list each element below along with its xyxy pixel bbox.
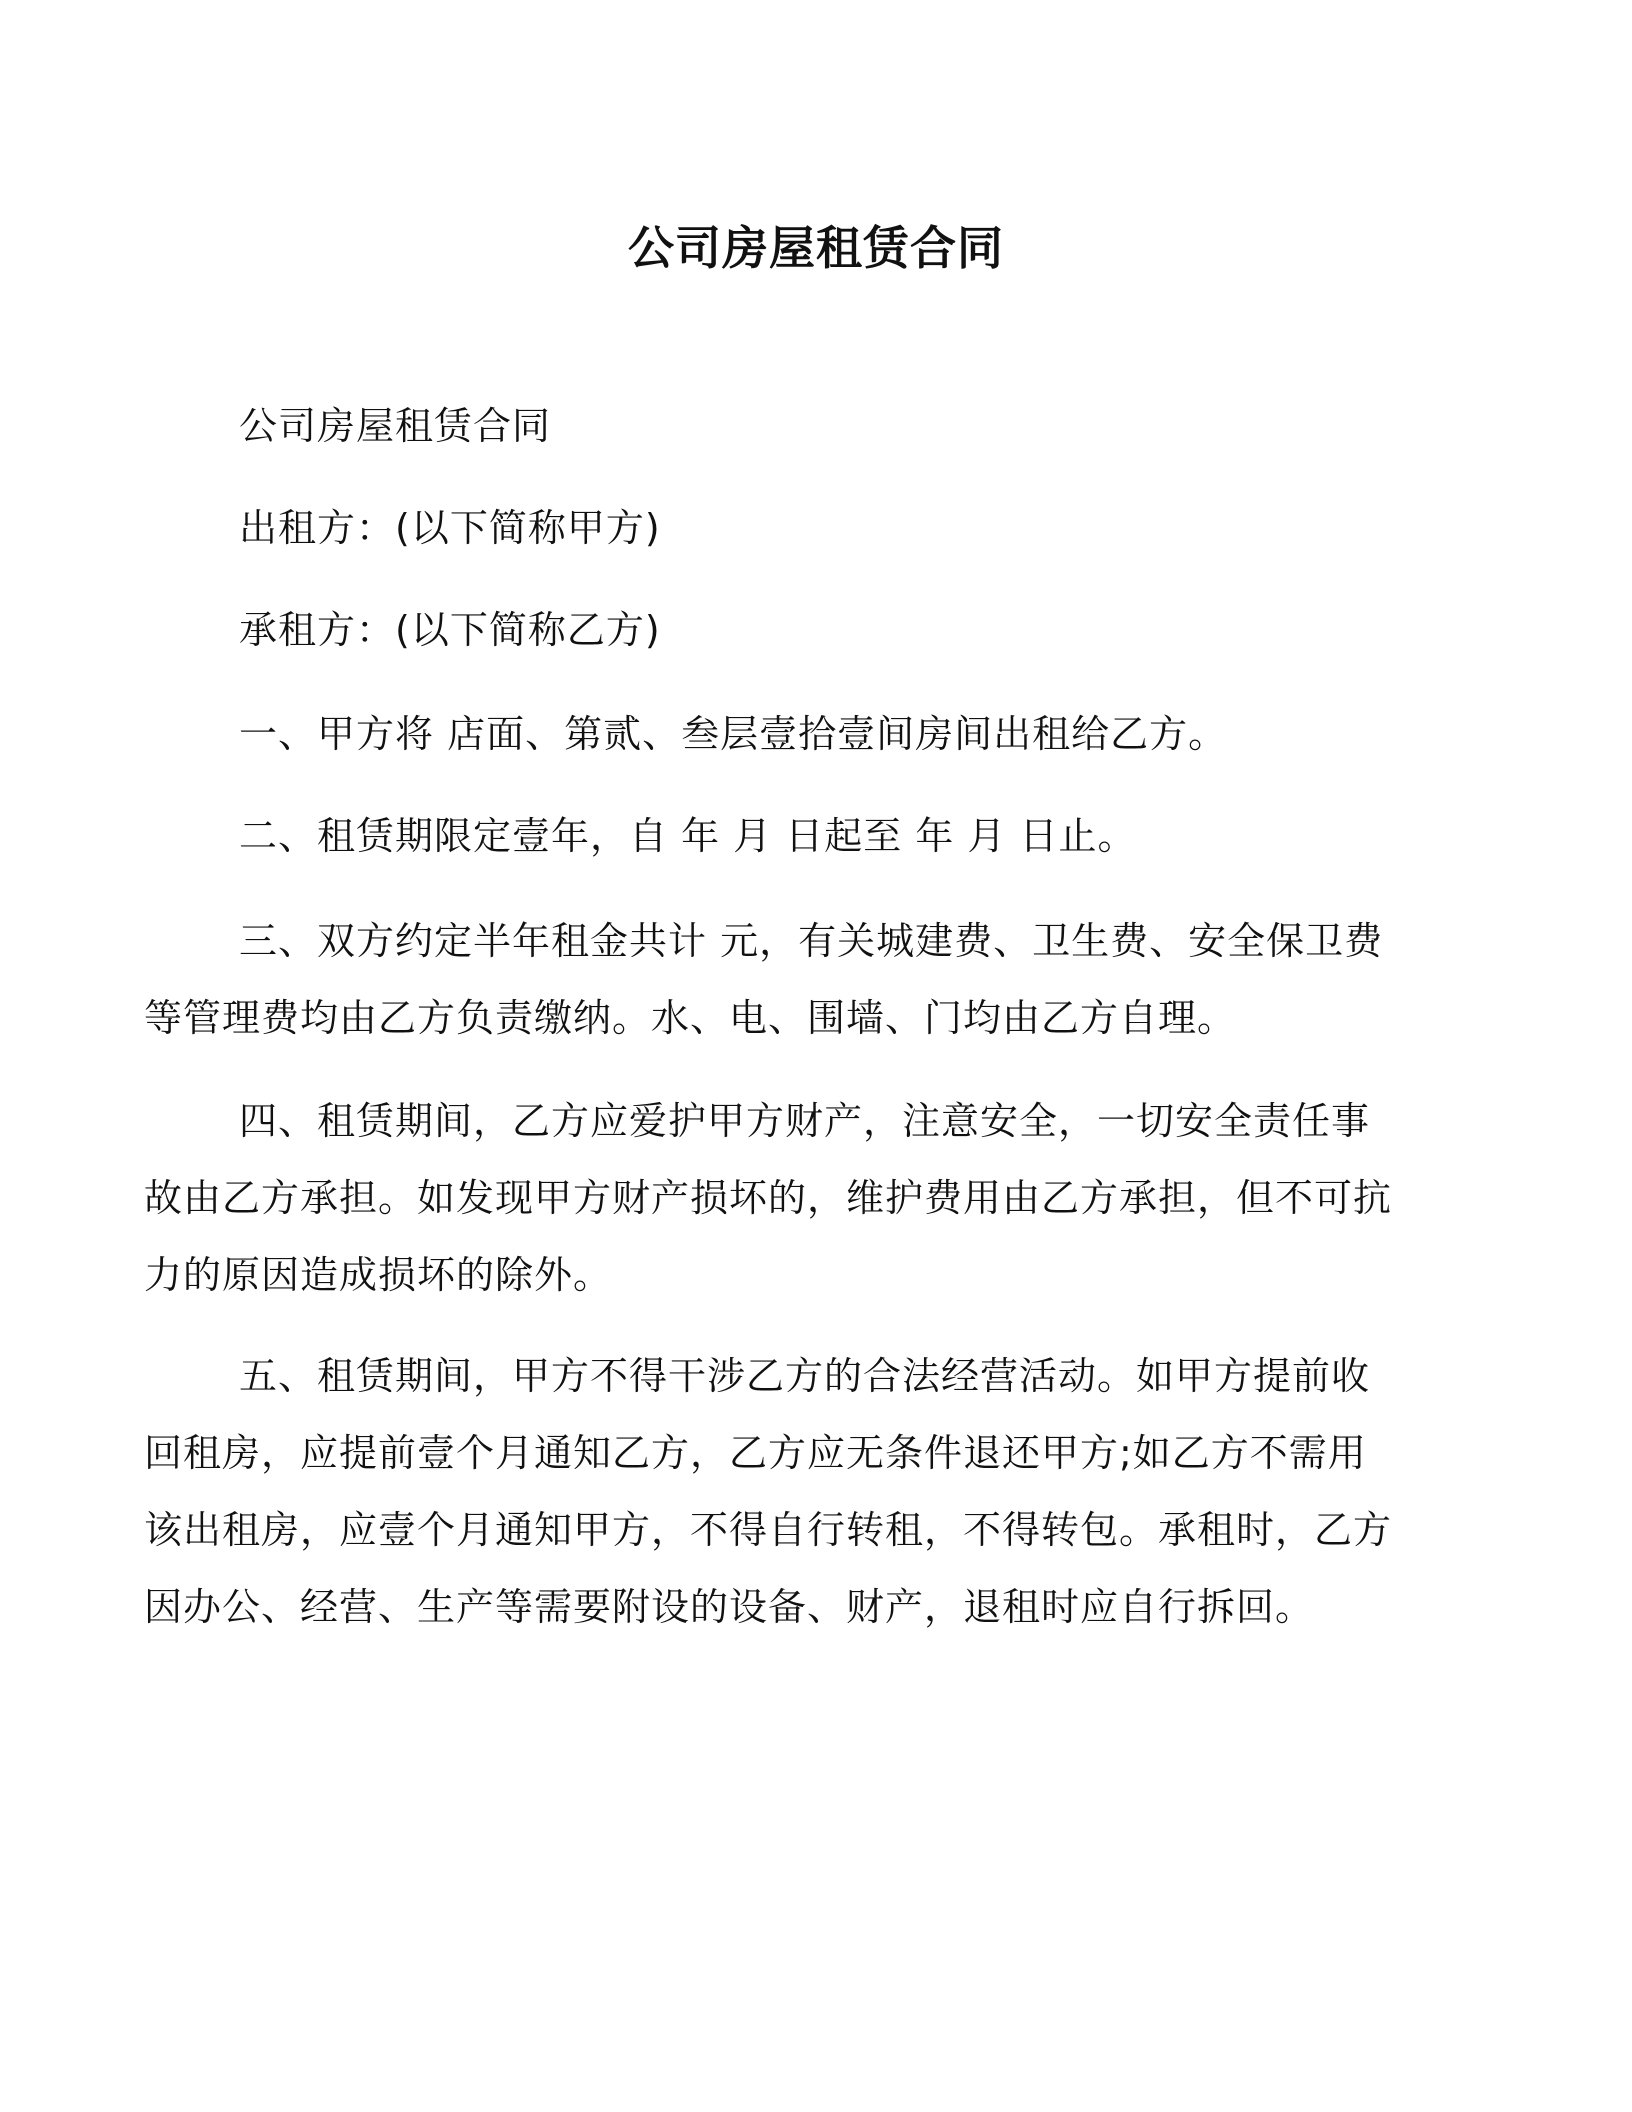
clause-5: 五、租赁期间，甲方不得干涉乙方的合法经营活动。如甲方提前收回租房，应提前壹个月通知乙方，乙方应无条件退还甲方;如乙方不需用该出租房，应壹个月通知甲方，不得自行转租，不得转包。承租时，乙方因办公、经营、生产等需要附设的设备、财产，退租时应自行拆回。 — [144, 1354, 1393, 1629]
clause-2: 二、租赁期限定壹年，自 年 月 日起至 年 月 日止。 — [239, 814, 1137, 858]
contract-heading: 公司房屋租赁合同 — [239, 404, 552, 448]
clause-3: 三、双方约定半年租金共计 元，有关城建费、卫生费、安全保卫费等管理费均由乙方负责缴纳。水、电、围墙、门均由乙方自理。 — [144, 919, 1384, 1040]
clause-1: 一、甲方将 店面、第贰、叁层壹拾壹间房间出租给乙方。 — [239, 712, 1228, 756]
document-title: 公司房屋租赁合同 — [628, 221, 1004, 275]
clause-4: 四、租赁期间，乙方应爱护甲方财产，注意安全，一切安全责任事故由乙方承担。如发现甲方财产损坏的，维护费用由乙方承担，但不可抗力的原因造成损坏的除外。 — [144, 1099, 1393, 1297]
lessee-line: 承租方：(以下简称乙方) — [239, 608, 661, 652]
lessor-line: 出租方：(以下简称甲方) — [239, 506, 661, 550]
